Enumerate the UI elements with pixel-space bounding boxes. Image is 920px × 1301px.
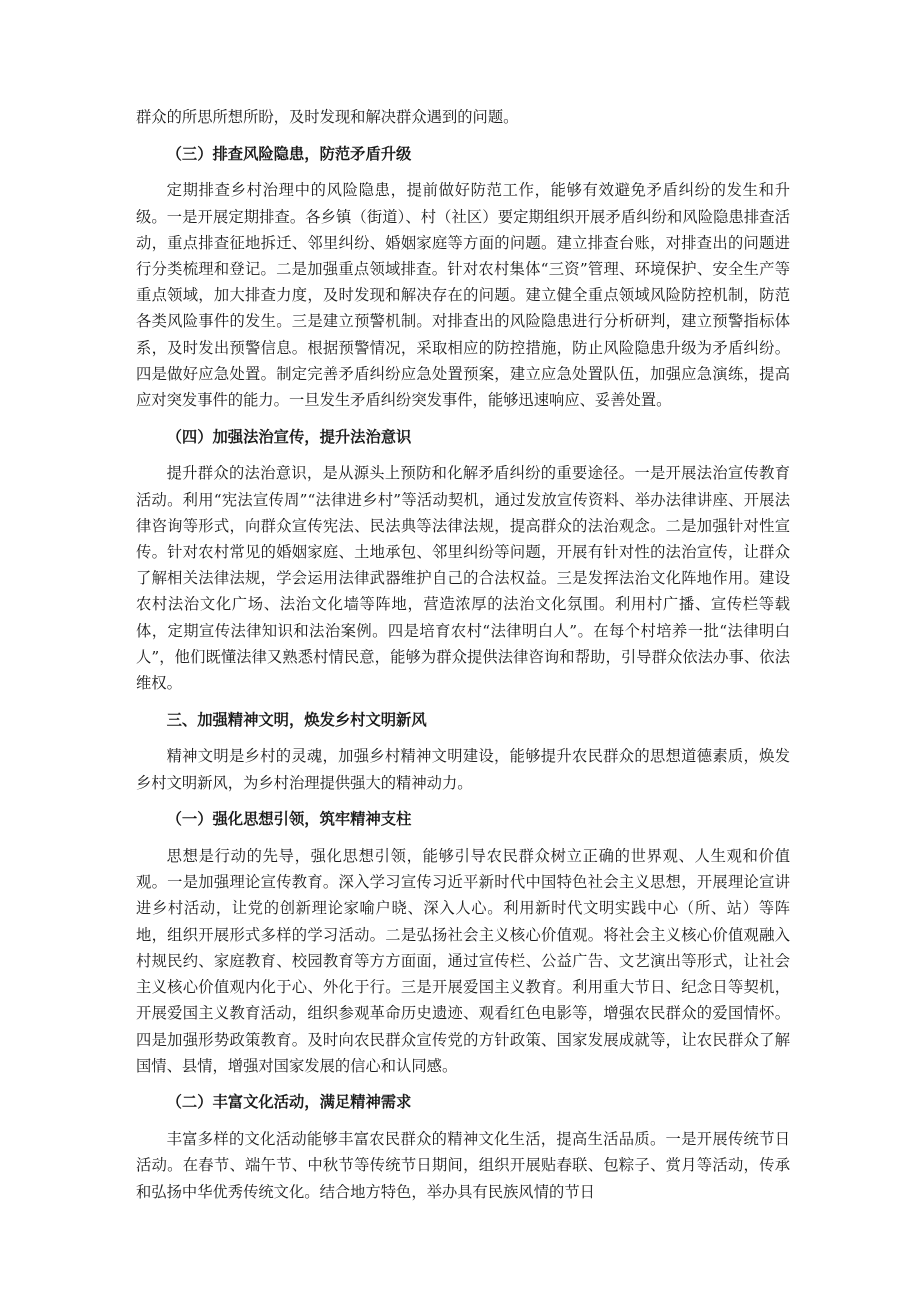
section-heading-1: （一）强化思想引领，筑牢精神支柱: [166, 810, 412, 829]
chapter-heading-3: 三、加强精神文明，焕发乡村文明新风: [166, 710, 427, 729]
section-heading-2: （二）丰富文化活动，满足精神需求: [166, 1093, 412, 1112]
paragraph-spiritual-civilization: 精神文明是乡村的灵魂，加强乡村精神文明建设，能够提升农民群众的思想道德素质，焕发乡村文明新风，为乡村治理提供强大的精神动力。: [136, 747, 790, 792]
paragraph-ideological-guidance: 思想是行动的先导，强化思想引领，能够引导农民群众树立正确的世界观、人生观和价值观。一是加强理论宣传教育。深入学习宣传习近平新时代中国特色社会主义思想，开展理论宣讲进乡村活动，让党的创新理论家喻户晓、深入人心。利用新时代文明实践中心（所、站）等阵地，组织开展形式多样的学习活动。二是弘扬社会主义核心价值观。将社会主义核心价值观融入村规民约、家庭教育、校园教育等方方面面，通过宣传栏、公益广告、文艺演出等形式，让社会主义核心价值观内化于心、外化于行。三是开展爱国主义教育。利用重大节日、纪念日等契机，开展爱国主义教育活动，组织参观革命历史遗迹、观看红色电影等，增强农民群众的爱国情怀。四是加强形势政策教育。及时向农民群众宣传党的方针政策、国家发展成就等，让农民群众了解国情、县情，增强对国家发展的信心和认同感。: [136, 847, 790, 1075]
paragraph-cultural-activities: 丰富多样的文化活动能够丰富农民群众的精神文化生活，提高生活品质。一是开展传统节日活动。在春节、端午节、中秋节等传统节日期间，组织开展贴春联、包粽子、赏月等活动，传承和弘扬中华优秀传统文化。结合地方特色，举办具有民族风情的节日: [136, 1130, 790, 1201]
paragraph-risk-screening: 定期排查乡村治理中的风险隐患，提前做好防范工作，能够有效避免矛盾纠纷的发生和升级。一是开展定期排查。各乡镇（街道）、村（社区）要定期组织开展矛盾纠纷和风险隐患排查活动，重点排查征地拆迁、邻里纠纷、婚姻家庭等方面的问题。建立排查台账，对排查出的问题进行分类梳理和登记。二是加强重点领域排查。针对农村集体“三资”管理、环境保护、安全生产等重点领域，加大排查力度，及时发现和解决存在的问题。建立健全重点领域风险防控机制，防范各类风险事件的发生。三是建立预警机制。对排查出的风险隐患进行分析研判，建立预警指标体系，及时发出预警信息。根据预警情况，采取相应的防控措施，防止风险隐患升级为矛盾纠纷。四是做好应急处置。制定完善矛盾纠纷应急处置预案，建立应急处置队伍，加强应急演练，提高应对突发事件的能力。一旦发生矛盾纠纷突发事件，能够迅速响应、妥善处置。: [136, 181, 790, 410]
section-heading-4: （四）加强法治宣传，提升法治意识: [166, 427, 412, 446]
paragraph-continuation: 群众的所思所想所盼，及时发现和解决群众遇到的问题。: [136, 108, 519, 126]
section-heading-3: （三）排查风险隐患，防范矛盾升级: [166, 144, 412, 163]
paragraph-legal-publicity: 提升群众的法治意识，是从源头上预防和化解矛盾纠纷的重要途径。一是开展法治宣传教育活动。利用“宪法宣传周”“法律进乡村”等活动契机，通过发放宣传资料、举办法律讲座、开展法律咨询等形式，向群众宣传宪法、民法典等法律法规，提高群众的法治观念。二是加强针对性宣传。针对农村常见的婚姻家庭、土地承包、邻里纠纷等问题，开展有针对性的法治宣传，让群众了解相关法律法规，学会运用法律武器维护自己的合法权益。三是发挥法治文化阵地作用。建设农村法治文化广场、法治文化墙等阵地，营造浓厚的法治文化氛围。利用村广播、宣传栏等载体，定期宣传法律知识和法治案例。四是培育农村“法律明白人”。在每个村培养一批“法律明白人”，他们既懂法律又熟悉村情民意，能够为群众提供法律咨询和帮助，引导群众依法办事、依法维权。: [136, 464, 790, 693]
document-page: [136, 104, 790, 1205]
